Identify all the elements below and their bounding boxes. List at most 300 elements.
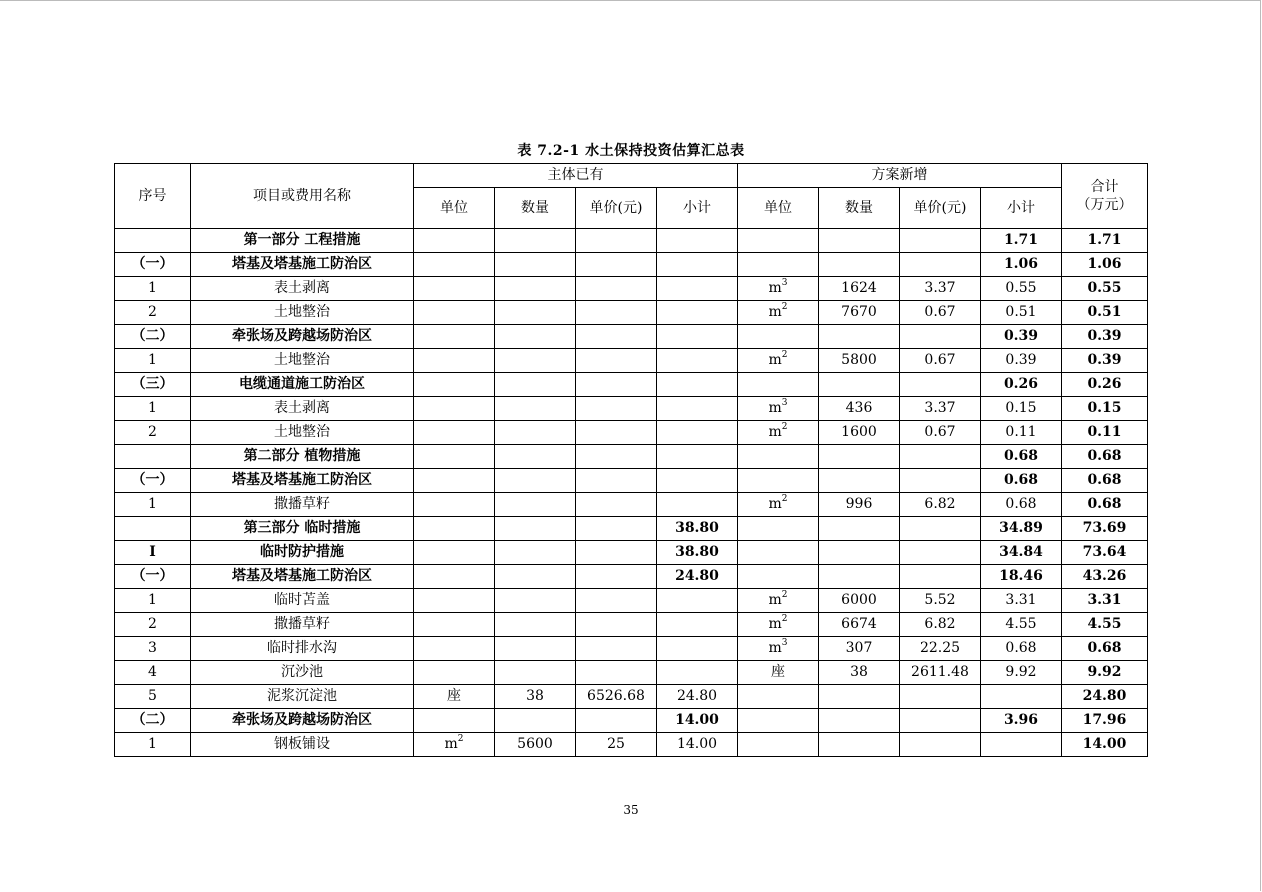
cell-seq-text: 4 — [148, 664, 157, 680]
cell-total — [1062, 301, 1148, 325]
cell-new-unit — [738, 541, 819, 565]
cell-new-unit-text: m — [768, 592, 782, 608]
cell-new-price — [900, 541, 981, 565]
header-new-subtotal: 小计 — [981, 188, 1062, 229]
cell-new-price — [900, 637, 981, 661]
cell-total — [1062, 733, 1148, 757]
cell-new-qty — [819, 469, 900, 493]
cell-existing-unit — [414, 253, 495, 277]
cell-seq — [115, 229, 191, 253]
cell-new-subtotal — [981, 301, 1062, 325]
cell-new-unit-text: 座 — [771, 664, 785, 680]
cell-name — [191, 277, 414, 301]
cell-new-subtotal — [981, 493, 1062, 517]
cell-new-unit — [738, 373, 819, 397]
cell-new-subtotal-text: 34.84 — [999, 544, 1043, 560]
cell-new-unit — [738, 253, 819, 277]
cell-existing-unit — [414, 709, 495, 733]
table-row — [115, 325, 1148, 349]
cell-name-text: 钢板铺设 — [274, 736, 330, 752]
cell-existing-unit — [414, 325, 495, 349]
cell-name-text: 第三部分 临时措施 — [243, 520, 361, 536]
cell-name — [191, 709, 414, 733]
cell-name — [191, 253, 414, 277]
cell-new-price-text: 3.37 — [924, 280, 956, 296]
cell-existing-subtotal — [657, 421, 738, 445]
cell-name-text: 牵张场及跨越场防治区 — [232, 712, 372, 728]
cell-total — [1062, 469, 1148, 493]
cell-new-qty — [819, 541, 900, 565]
table-row — [115, 253, 1148, 277]
cell-total-text: 0.68 — [1087, 472, 1122, 488]
cell-new-subtotal-text: 3.31 — [1005, 592, 1037, 608]
cell-existing-qty — [495, 373, 576, 397]
cell-new-price — [900, 325, 981, 349]
cell-existing-subtotal — [657, 277, 738, 301]
cell-total-text: 1.06 — [1087, 256, 1122, 272]
cell-total-text: 73.64 — [1082, 544, 1127, 560]
table-row — [115, 469, 1148, 493]
cell-name — [191, 733, 414, 757]
cell-existing-subtotal — [657, 637, 738, 661]
cell-new-subtotal-text: 34.89 — [999, 520, 1043, 536]
header-new-unit: 单位 — [738, 188, 819, 229]
cell-name — [191, 445, 414, 469]
cell-new-unit-text: m — [768, 352, 782, 368]
cell-new-qty — [819, 565, 900, 589]
cell-new-unit — [738, 565, 819, 589]
cell-seq-text: （一） — [131, 472, 174, 488]
cell-name-text: 临时排水沟 — [267, 640, 337, 656]
cell-new-price — [900, 445, 981, 469]
cell-new-qty — [819, 373, 900, 397]
header-new-price: 单价(元) — [900, 188, 981, 229]
cell-new-price — [900, 517, 981, 541]
cell-new-qty-text: 436 — [845, 400, 873, 416]
cell-seq-text: （一） — [131, 568, 174, 584]
cell-existing-subtotal — [657, 445, 738, 469]
cell-new-price — [900, 373, 981, 397]
cell-new-unit — [738, 589, 819, 613]
cell-total-text: 0.15 — [1087, 400, 1122, 416]
cell-existing-unit — [414, 493, 495, 517]
cell-existing-subtotal — [657, 325, 738, 349]
cell-existing-subtotal-text: 14.00 — [676, 736, 718, 752]
unit-exponent: 3 — [781, 278, 788, 289]
cell-new-qty — [819, 493, 900, 517]
cell-new-subtotal — [981, 733, 1062, 757]
cell-name-text: 土地整治 — [274, 424, 330, 440]
cell-new-qty — [819, 709, 900, 733]
cell-new-qty — [819, 589, 900, 613]
cell-existing-subtotal — [657, 709, 738, 733]
cell-new-subtotal-text: 0.39 — [1003, 328, 1039, 344]
cell-existing-price — [576, 709, 657, 733]
cell-existing-unit — [414, 517, 495, 541]
header-existing-qty: 数量 — [495, 188, 576, 229]
cell-existing-unit — [414, 469, 495, 493]
cell-total — [1062, 325, 1148, 349]
cell-new-price — [900, 469, 981, 493]
cell-new-subtotal — [981, 517, 1062, 541]
cell-name-text: 沉沙池 — [281, 664, 323, 680]
cell-seq-text: （一） — [131, 256, 174, 272]
cell-new-subtotal — [981, 421, 1062, 445]
cell-new-price — [900, 349, 981, 373]
table-row — [115, 661, 1148, 685]
cell-existing-subtotal-text: 14.00 — [675, 712, 719, 728]
cell-new-price — [900, 421, 981, 445]
cell-new-qty — [819, 445, 900, 469]
cell-new-qty-text: 5800 — [841, 352, 877, 368]
cell-new-qty — [819, 349, 900, 373]
table-row — [115, 733, 1148, 757]
cell-total-text: 24.80 — [1082, 688, 1127, 704]
cell-existing-unit — [414, 661, 495, 685]
cell-new-qty — [819, 421, 900, 445]
cell-name-text: 塔基及塔基施工防治区 — [232, 568, 372, 584]
cell-new-subtotal-text: 0.15 — [1005, 400, 1037, 416]
cell-existing-qty — [495, 349, 576, 373]
cell-name-text: 撒播草籽 — [274, 616, 330, 632]
cell-existing-unit — [414, 541, 495, 565]
cell-name — [191, 325, 414, 349]
cell-seq-text: 2 — [148, 616, 157, 632]
cell-new-qty — [819, 397, 900, 421]
cell-new-unit — [738, 709, 819, 733]
table-row — [115, 541, 1148, 565]
unit-exponent: 2 — [781, 614, 788, 625]
cell-existing-price — [576, 277, 657, 301]
cell-existing-subtotal — [657, 229, 738, 253]
cell-seq — [115, 445, 191, 469]
cell-existing-price — [576, 349, 657, 373]
cell-new-unit-text: m — [768, 496, 782, 512]
cell-total-text: 0.68 — [1087, 496, 1122, 512]
cell-existing-qty — [495, 301, 576, 325]
cell-new-subtotal — [981, 325, 1062, 349]
cell-name — [191, 421, 414, 445]
cell-new-qty — [819, 277, 900, 301]
cell-new-subtotal-text: 1.06 — [1003, 256, 1039, 272]
cell-new-unit — [738, 325, 819, 349]
cell-seq-text: （三） — [131, 376, 174, 392]
cell-existing-subtotal-text: 38.80 — [675, 544, 719, 560]
cell-new-subtotal-text: 4.55 — [1005, 616, 1037, 632]
cell-existing-unit-text: 座 — [447, 688, 461, 704]
cell-new-qty — [819, 661, 900, 685]
cell-new-subtotal — [981, 397, 1062, 421]
cell-existing-subtotal — [657, 613, 738, 637]
cell-new-price — [900, 493, 981, 517]
cell-new-qty-text: 6000 — [841, 592, 877, 608]
cell-seq — [115, 661, 191, 685]
table-row — [115, 349, 1148, 373]
cell-new-price-text: 0.67 — [924, 352, 956, 368]
cell-name-text: 表土剥离 — [274, 400, 330, 416]
cell-existing-price — [576, 469, 657, 493]
cell-existing-subtotal — [657, 493, 738, 517]
cell-existing-qty — [495, 517, 576, 541]
cell-new-subtotal — [981, 637, 1062, 661]
cell-name-text: 塔基及塔基施工防治区 — [232, 472, 372, 488]
cell-existing-subtotal-text: 24.80 — [675, 568, 719, 584]
header-total-line2: （万元） — [1076, 197, 1133, 213]
cell-total-text: 0.55 — [1087, 280, 1122, 296]
cell-existing-unit — [414, 685, 495, 709]
cell-new-subtotal-text: 0.51 — [1005, 304, 1037, 320]
cell-seq — [115, 589, 191, 613]
cell-name — [191, 661, 414, 685]
cell-new-unit — [738, 301, 819, 325]
cell-new-subtotal — [981, 661, 1062, 685]
cell-new-qty-text: 307 — [845, 640, 873, 656]
cell-new-subtotal-text: 0.26 — [1003, 376, 1039, 392]
cell-seq — [115, 733, 191, 757]
cell-existing-price — [576, 253, 657, 277]
table-row — [115, 277, 1148, 301]
cell-existing-unit — [414, 637, 495, 661]
cell-total — [1062, 517, 1148, 541]
cell-existing-price — [576, 637, 657, 661]
cell-existing-price — [576, 613, 657, 637]
cell-existing-qty — [495, 397, 576, 421]
table-row — [115, 517, 1148, 541]
cell-new-price-text: 5.52 — [924, 592, 956, 608]
unit-exponent: 3 — [781, 398, 788, 409]
cell-existing-price — [576, 421, 657, 445]
cell-new-qty — [819, 613, 900, 637]
cell-new-subtotal — [981, 229, 1062, 253]
cell-existing-qty — [495, 613, 576, 637]
cell-new-unit — [738, 493, 819, 517]
cell-new-unit-text: m — [768, 640, 782, 656]
cell-new-subtotal — [981, 253, 1062, 277]
cell-seq-text: （二） — [131, 328, 174, 344]
table-row — [115, 445, 1148, 469]
cell-existing-unit — [414, 421, 495, 445]
cell-total-text: 0.51 — [1087, 304, 1122, 320]
cell-new-qty-text: 1624 — [841, 280, 877, 296]
header-new-qty: 数量 — [819, 188, 900, 229]
cell-existing-price — [576, 229, 657, 253]
cell-new-subtotal — [981, 613, 1062, 637]
cell-total-text: 0.68 — [1087, 448, 1122, 464]
cell-total — [1062, 349, 1148, 373]
cell-new-subtotal — [981, 373, 1062, 397]
cell-new-price-text: 0.67 — [924, 304, 956, 320]
cell-seq — [115, 277, 191, 301]
cell-new-qty — [819, 229, 900, 253]
cell-existing-qty — [495, 229, 576, 253]
cell-existing-subtotal-text: 24.80 — [676, 688, 718, 704]
cell-new-unit — [738, 421, 819, 445]
cell-new-price-text: 6.82 — [924, 496, 956, 512]
cell-new-unit — [738, 277, 819, 301]
cell-existing-unit — [414, 349, 495, 373]
cell-name — [191, 685, 414, 709]
cell-existing-unit-text: m — [444, 736, 458, 752]
cell-new-unit — [738, 685, 819, 709]
cell-total-text: 4.55 — [1087, 616, 1122, 632]
cell-new-subtotal-text: 1.71 — [1003, 232, 1039, 248]
cell-existing-subtotal — [657, 301, 738, 325]
cell-name — [191, 565, 414, 589]
cell-new-price — [900, 661, 981, 685]
cell-seq — [115, 373, 191, 397]
unit-exponent: 2 — [781, 590, 788, 601]
cell-seq — [115, 253, 191, 277]
cell-new-unit — [738, 349, 819, 373]
cell-seq — [115, 709, 191, 733]
cell-existing-qty — [495, 445, 576, 469]
cell-new-unit-text: m — [768, 616, 782, 632]
cell-existing-subtotal — [657, 733, 738, 757]
cell-seq-text: I — [149, 544, 156, 560]
cell-new-price — [900, 253, 981, 277]
cell-new-unit-text: m — [768, 424, 782, 440]
header-existing-subtotal: 小计 — [657, 188, 738, 229]
cell-total-text: 73.69 — [1082, 520, 1127, 536]
cell-new-unit — [738, 229, 819, 253]
cell-name-text: 第一部分 工程措施 — [243, 232, 361, 248]
cell-new-qty-text: 6674 — [841, 616, 877, 632]
cell-name — [191, 517, 414, 541]
cell-new-subtotal — [981, 685, 1062, 709]
cell-seq-text: 1 — [148, 592, 157, 608]
cell-new-price — [900, 565, 981, 589]
cell-existing-subtotal — [657, 589, 738, 613]
unit-exponent: 2 — [781, 422, 788, 433]
cell-seq-text: 2 — [148, 424, 157, 440]
cell-seq — [115, 685, 191, 709]
cell-seq — [115, 517, 191, 541]
cell-total — [1062, 277, 1148, 301]
cell-seq — [115, 493, 191, 517]
cell-seq-text: 1 — [148, 736, 157, 752]
cell-existing-price — [576, 733, 657, 757]
cell-existing-price — [576, 445, 657, 469]
cell-new-price — [900, 709, 981, 733]
cell-name-text: 第二部分 植物措施 — [243, 448, 361, 464]
unit-exponent: 3 — [781, 638, 788, 649]
cell-existing-subtotal-text: 38.80 — [675, 520, 719, 536]
table-row — [115, 589, 1148, 613]
cell-new-price-text: 22.25 — [919, 640, 961, 656]
cell-existing-price — [576, 397, 657, 421]
cell-new-price-text: 2611.48 — [911, 664, 969, 680]
cell-existing-subtotal — [657, 253, 738, 277]
cell-new-subtotal — [981, 565, 1062, 589]
cell-new-qty — [819, 325, 900, 349]
header-group-new: 方案新增 — [738, 164, 1062, 188]
cell-new-unit-text: m — [768, 400, 782, 416]
cell-existing-price — [576, 325, 657, 349]
cell-existing-subtotal — [657, 469, 738, 493]
cell-new-unit-text: m — [768, 304, 782, 320]
cell-seq — [115, 637, 191, 661]
cell-existing-price — [576, 301, 657, 325]
cell-total — [1062, 613, 1148, 637]
cell-new-qty-text: 7670 — [841, 304, 877, 320]
cell-seq — [115, 325, 191, 349]
cell-existing-unit — [414, 373, 495, 397]
cell-new-qty — [819, 637, 900, 661]
cell-existing-unit — [414, 613, 495, 637]
cell-existing-subtotal — [657, 397, 738, 421]
cell-new-price — [900, 397, 981, 421]
cell-total-text: 3.31 — [1087, 592, 1122, 608]
header-existing-price: 单价(元) — [576, 188, 657, 229]
cell-total — [1062, 421, 1148, 445]
cell-existing-price — [576, 589, 657, 613]
table-row — [115, 397, 1148, 421]
cell-existing-unit — [414, 229, 495, 253]
cell-total-text: 0.39 — [1087, 352, 1122, 368]
header-seq: 序号 — [115, 164, 191, 229]
cell-existing-qty — [495, 253, 576, 277]
cell-name — [191, 589, 414, 613]
cell-new-subtotal-text: 0.68 — [1005, 640, 1037, 656]
cell-total-text: 14.00 — [1082, 736, 1127, 752]
table-row — [115, 421, 1148, 445]
cell-new-subtotal-text: 9.92 — [1005, 664, 1037, 680]
cell-new-unit — [738, 469, 819, 493]
cell-total — [1062, 589, 1148, 613]
table-row — [115, 373, 1148, 397]
cell-name-text: 塔基及塔基施工防治区 — [232, 256, 372, 272]
cell-name — [191, 229, 414, 253]
table-row — [115, 613, 1148, 637]
cell-seq — [115, 541, 191, 565]
header-row-1 — [115, 164, 1148, 188]
cell-existing-price — [576, 373, 657, 397]
cell-existing-qty — [495, 661, 576, 685]
cell-existing-unit — [414, 277, 495, 301]
cell-existing-unit — [414, 565, 495, 589]
cell-existing-unit — [414, 733, 495, 757]
header-total — [1062, 164, 1148, 229]
header-existing-unit: 单位 — [414, 188, 495, 229]
table-row — [115, 637, 1148, 661]
cell-existing-unit — [414, 445, 495, 469]
table-row — [115, 709, 1148, 733]
cell-seq-text: 1 — [148, 400, 157, 416]
cell-new-subtotal — [981, 709, 1062, 733]
cell-existing-qty — [495, 541, 576, 565]
cell-new-unit — [738, 517, 819, 541]
cell-total — [1062, 565, 1148, 589]
cell-name — [191, 397, 414, 421]
cell-total-text: 9.92 — [1087, 664, 1122, 680]
unit-exponent: 2 — [781, 350, 788, 361]
cell-new-subtotal — [981, 445, 1062, 469]
cell-existing-price — [576, 493, 657, 517]
cell-total — [1062, 373, 1148, 397]
cell-new-price — [900, 277, 981, 301]
cell-name — [191, 301, 414, 325]
cell-seq-text: 1 — [148, 280, 157, 296]
cell-total — [1062, 253, 1148, 277]
table-row — [115, 565, 1148, 589]
cell-new-qty — [819, 517, 900, 541]
cell-name-text: 泥浆沉淀池 — [267, 688, 337, 704]
cell-name-text: 临时苫盖 — [274, 592, 330, 608]
header-group-existing: 主体已有 — [414, 164, 738, 188]
cell-existing-subtotal — [657, 517, 738, 541]
cell-new-qty — [819, 253, 900, 277]
cell-name — [191, 637, 414, 661]
